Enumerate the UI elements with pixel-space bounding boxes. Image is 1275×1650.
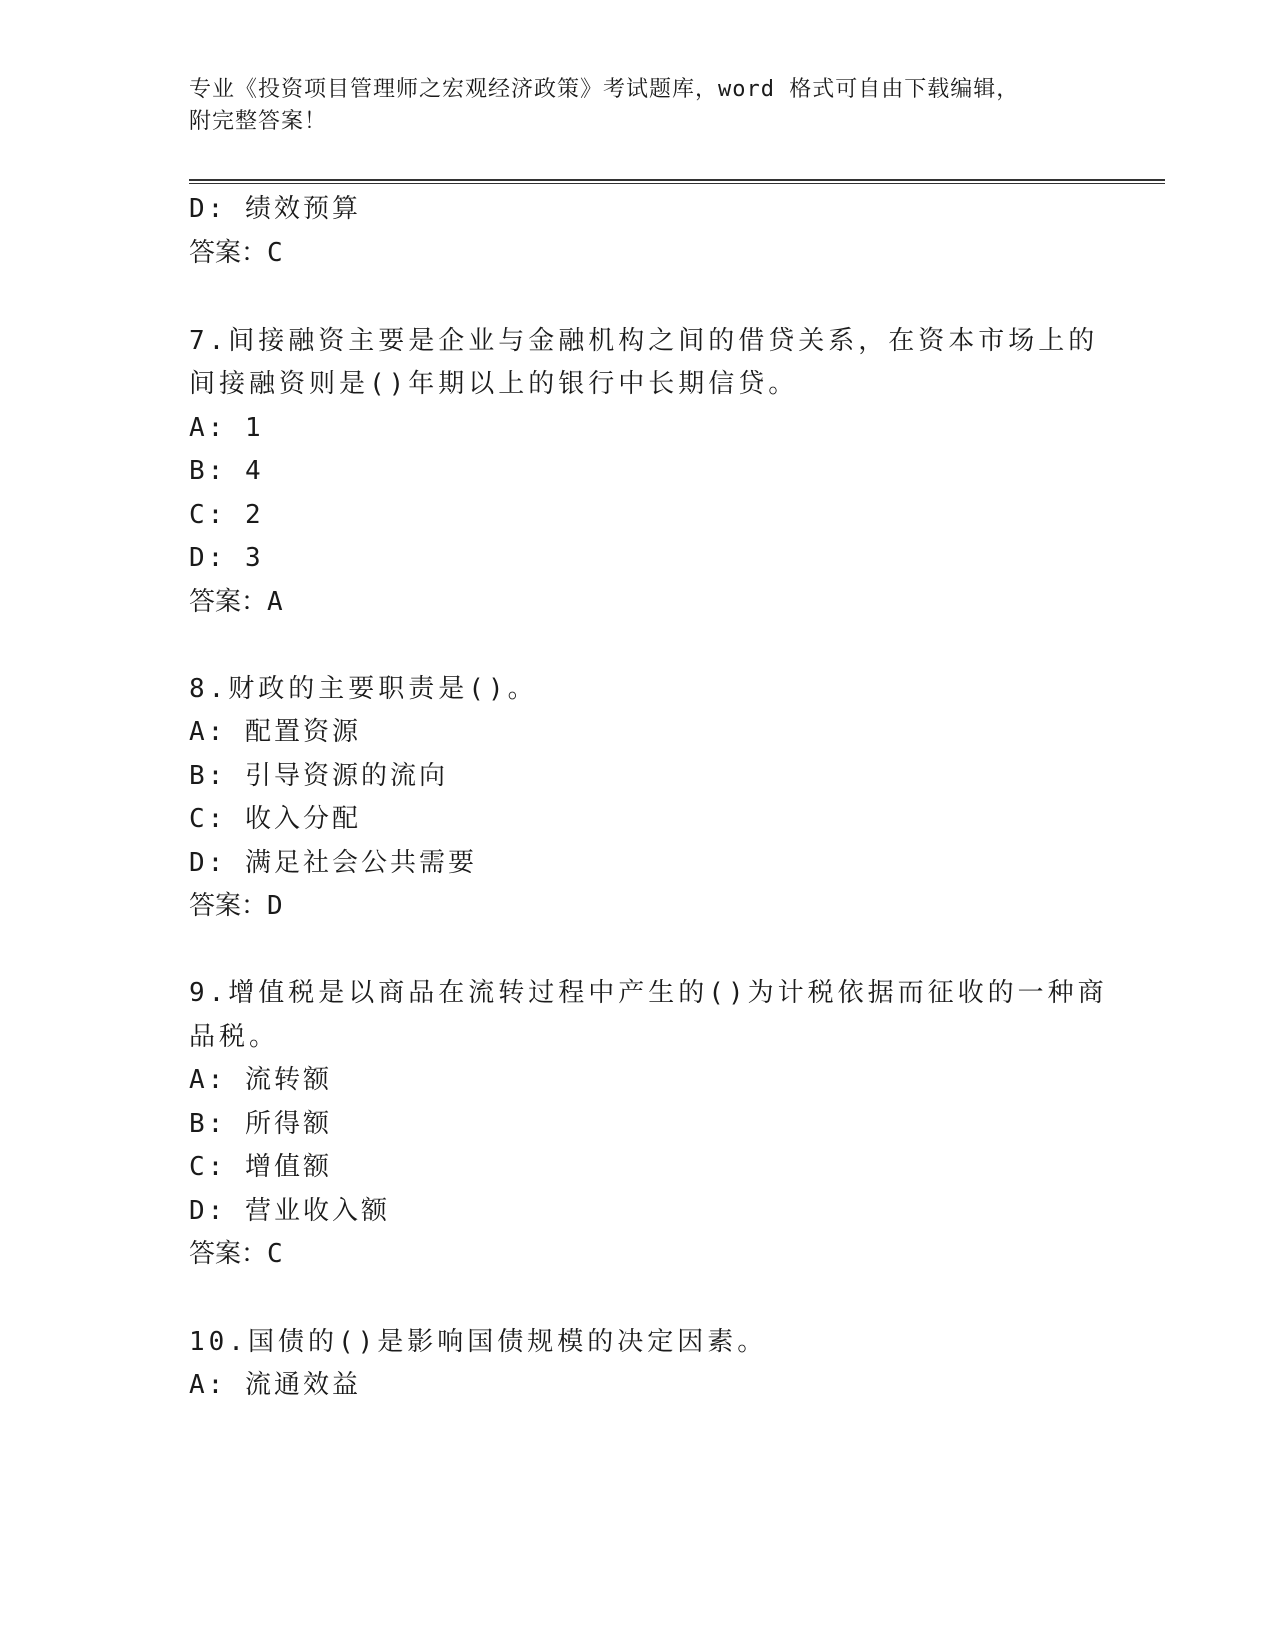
q7-text-line-2: 间接融资则是()年期以上的银行中长期信贷。 bbox=[189, 369, 799, 399]
q7-answer: 答案：A bbox=[189, 587, 283, 617]
q9-answer: 答案：C bbox=[189, 1239, 283, 1269]
q7-option-a: A: 1 bbox=[189, 413, 264, 443]
q10-text-line-1: 10.国债的()是影响国债规模的决定因素。 bbox=[189, 1327, 768, 1357]
q8-option-b: B: 引导资源的流向 bbox=[189, 761, 448, 791]
header-line-2: 附完整答案！ bbox=[189, 109, 328, 134]
q7-option-d: D: 3 bbox=[189, 543, 264, 573]
prev-option-d: D: 绩效预算 bbox=[189, 194, 361, 224]
q8-option-a: A: 配置资源 bbox=[189, 717, 361, 747]
q8-text-line-1: 8.财政的主要职责是()。 bbox=[189, 674, 538, 704]
header-line-1: 专业《投资项目管理师之宏观经济政策》考试题库，word 格式可自由下载编辑， bbox=[189, 77, 1020, 102]
q10-option-a: A: 流通效益 bbox=[189, 1370, 361, 1400]
q7-option-c: C: 2 bbox=[189, 500, 264, 530]
q9-option-d: D: 营业收入额 bbox=[189, 1196, 390, 1226]
document-header bbox=[189, 74, 1069, 138]
q8-option-c: C: 收入分配 bbox=[189, 804, 361, 834]
q7-option-b: B: 4 bbox=[189, 456, 264, 486]
prev-answer: 答案：C bbox=[189, 238, 283, 268]
q9-option-a: A: 流转额 bbox=[189, 1065, 332, 1095]
q9-option-b: B: 所得额 bbox=[189, 1109, 332, 1139]
q8-answer: 答案：D bbox=[189, 891, 283, 921]
header-divider-thick bbox=[189, 179, 1165, 181]
q8-option-d: D: 满足社会公共需要 bbox=[189, 848, 477, 878]
q9-text-line-1: 9.增值税是以商品在流转过程中产生的()为计税依据而征收的一种商 bbox=[189, 978, 1108, 1008]
header-divider-thin bbox=[189, 183, 1165, 184]
q7-text-line-1: 7.间接融资主要是企业与金融机构之间的借贷关系，在资本市场上的 bbox=[189, 326, 1099, 356]
q9-text-line-2: 品税。 bbox=[189, 1022, 280, 1052]
q9-option-c: C: 增值额 bbox=[189, 1152, 332, 1182]
